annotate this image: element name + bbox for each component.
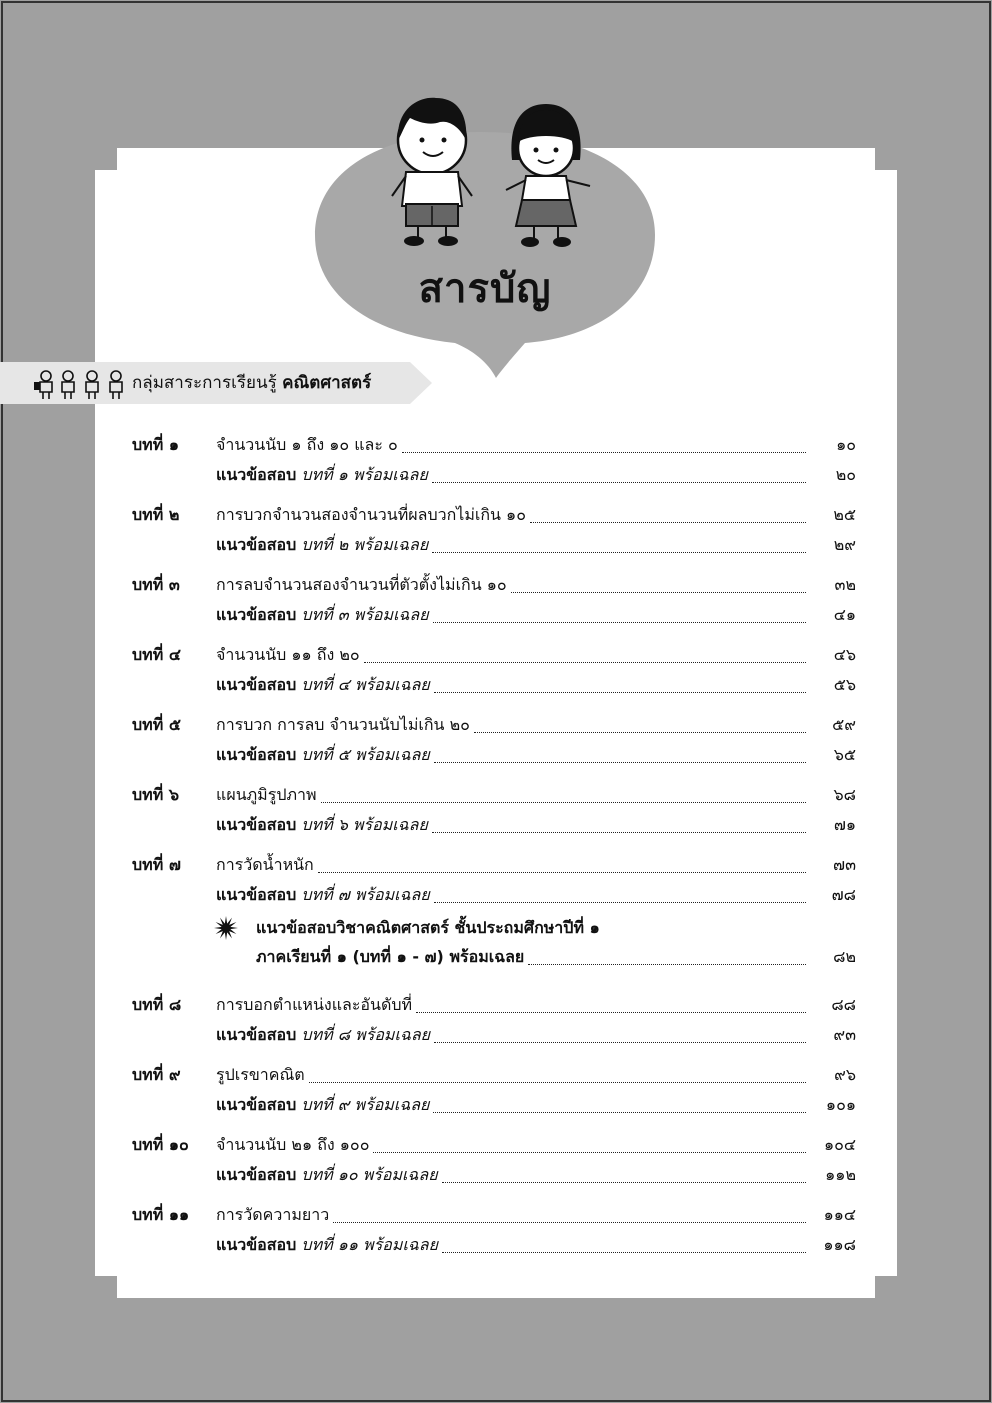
dot-leader (474, 731, 806, 733)
dot-leader (432, 481, 806, 483)
entry-title (216, 573, 507, 598)
chapter-number: บทที่ ๑ (132, 435, 179, 454)
toc-entry (216, 1133, 856, 1158)
exercise-detail: บทที่ ๗ พร้อมเฉลย (301, 885, 430, 904)
page-number: ๗๓ (833, 855, 856, 874)
entry-title (216, 673, 430, 698)
page-number: ๒๕ (833, 505, 856, 524)
chapter-number: บทที่ ๖ (132, 785, 179, 804)
dot-leader (321, 801, 806, 803)
entry-title (216, 533, 428, 558)
toc-row[interactable] (132, 640, 856, 668)
chapter-number: บทที่ ๑๑ (132, 1205, 190, 1224)
chapter-number: บทที่ ๓ (132, 575, 180, 594)
toc-entry (216, 533, 856, 558)
page-number: ๔๑ (833, 605, 856, 624)
entry-title (216, 433, 398, 458)
toc-entry (216, 993, 856, 1018)
toc-row[interactable] (132, 600, 856, 628)
chapter-number: บทที่ ๑๐ (132, 1135, 189, 1154)
page-number: ๙๖ (834, 1065, 856, 1084)
exercise-detail: บทที่ ๑ พร้อมเฉลย (301, 465, 428, 484)
toc-row[interactable] (132, 1090, 856, 1118)
exercise-label: แนวข้อสอบ (216, 535, 297, 554)
toc-row[interactable] (132, 880, 856, 908)
dot-leader (434, 1041, 806, 1043)
dot-leader (442, 1181, 806, 1183)
entry-title (216, 743, 430, 768)
toc-row[interactable] (132, 1230, 856, 1258)
exercise-detail: บทที่ ๔ พร้อมเฉลย (301, 675, 430, 694)
page-number: ๓๒ (834, 575, 856, 594)
toc-row[interactable] (132, 810, 856, 838)
chapter-number: บทที่ ๗ (132, 855, 181, 874)
chapter-title: จำนวนนับ ๑๑ ถึง ๒๐ (216, 645, 360, 664)
toc-row[interactable] (132, 1020, 856, 1048)
toc-entry (216, 603, 856, 628)
toc-entry (216, 1233, 856, 1258)
page-number: ๕๖ (833, 675, 856, 694)
dot-leader (309, 1081, 806, 1083)
toc-entry (216, 673, 856, 698)
entry-title (216, 1233, 438, 1258)
page-number: ๒๙ (833, 535, 856, 554)
entry-title (216, 1163, 438, 1188)
exercise-label: แนวข้อสอบ (216, 1025, 297, 1044)
entry-title (216, 853, 314, 878)
exercise-label: แนวข้อสอบ (216, 1235, 297, 1254)
chapter-title: การบวกจำนวนสองจำนวนที่ผลบวกไม่เกิน ๑๐ (216, 505, 526, 524)
dot-leader (318, 871, 806, 873)
exercise-label: แนวข้อสอบ (216, 1095, 297, 1114)
toc-entry (216, 783, 856, 808)
toc-row[interactable] (132, 530, 856, 558)
entry-title (216, 463, 428, 488)
dot-leader (416, 1011, 806, 1013)
dot-leader (432, 831, 806, 833)
toc-entry (256, 945, 856, 970)
dot-leader (402, 451, 806, 453)
chapter-title: รูปเรขาคณิต (216, 1065, 305, 1084)
entry-title (216, 643, 360, 668)
toc-row[interactable] (132, 990, 856, 1018)
dot-leader (434, 901, 806, 903)
exercise-label: แนวข้อสอบ (216, 745, 297, 764)
entry-title (216, 1023, 430, 1048)
toc-entry (216, 1023, 856, 1048)
dot-leader (364, 661, 806, 663)
chapter-title: การวัดน้ำหนัก (216, 855, 314, 874)
dot-leader (528, 963, 806, 965)
dot-leader (511, 591, 806, 593)
toc-entry (216, 573, 856, 598)
special-exam-title: แนวข้อสอบวิชาคณิตศาสตร์ ชั้นประถมศึกษาปีที่ ๑ (256, 918, 600, 937)
toc-row[interactable] (132, 500, 856, 528)
toc-row[interactable] (132, 942, 856, 970)
toc-entry (216, 743, 856, 768)
dot-leader (434, 691, 806, 693)
exercise-label: แนวข้อสอบ (216, 815, 297, 834)
chapter-title: จำนวนนับ ๒๑ ถึง ๑๐๐ (216, 1135, 370, 1154)
entry-title (216, 883, 430, 908)
toc-row[interactable] (132, 1060, 856, 1088)
exercise-label: แนวข้อสอบ (216, 1165, 297, 1184)
toc-entry (216, 503, 856, 528)
dot-leader (433, 1111, 806, 1113)
page-number: ๗๑ (833, 815, 856, 834)
page-number: ๒๐ (835, 465, 856, 484)
toc-entry (216, 1203, 856, 1228)
dot-leader (333, 1221, 806, 1223)
toc-entry (216, 883, 856, 908)
exercise-detail: บทที่ ๑๑ พร้อมเฉลย (301, 1235, 438, 1254)
toc-row[interactable] (132, 1130, 856, 1158)
page-number: ๑๐๔ (823, 1135, 856, 1154)
dot-leader (432, 551, 806, 553)
entry-title (216, 1093, 429, 1118)
dot-leader (434, 761, 806, 763)
chapter-number: บทที่ ๕ (132, 715, 181, 734)
chapter-number: บทที่ ๔ (132, 645, 181, 664)
page-number: ๗๘ (831, 885, 856, 904)
page-number: ๑๑๘ (823, 1235, 856, 1254)
toc-row[interactable] (132, 710, 856, 738)
page-number: ๑๑๒ (825, 1165, 856, 1184)
chapter-title: การวัดความยาว (216, 1205, 330, 1224)
exercise-detail: บทที่ ๕ พร้อมเฉลย (301, 745, 430, 764)
entry-title (216, 783, 317, 808)
page-number: ๙๓ (833, 1025, 856, 1044)
exercise-detail: บทที่ ๑๐ พร้อมเฉลย (301, 1165, 438, 1184)
toc-entry (216, 713, 856, 738)
chapter-title: แผนภูมิรูปภาพ (216, 785, 317, 804)
entry-title (216, 1203, 329, 1228)
page-number: ๑๐๑ (825, 1095, 856, 1114)
chapter-number: บทที่ ๒ (132, 505, 180, 524)
exercise-detail: บทที่ ๙ พร้อมเฉลย (301, 1095, 430, 1114)
toc-entry (216, 853, 856, 878)
page-number: ๔๖ (833, 645, 856, 664)
toc-entry (216, 643, 856, 668)
entry-title (216, 503, 526, 528)
entry-title (216, 713, 470, 738)
page-number: ๖๕ (833, 745, 856, 764)
special-exam-subtitle: ภาคเรียนที่ ๑ (บทที่ ๑ - ๗) พร้อมเฉลย (256, 947, 525, 966)
dot-leader (373, 1151, 806, 1153)
exercise-label: แนวข้อสอบ (216, 675, 297, 694)
chapter-title: การลบจำนวนสองจำนวนที่ตัวตั้งไม่เกิน ๑๐ (216, 575, 507, 594)
toc-entry (216, 1093, 856, 1118)
starburst-icon (214, 916, 238, 940)
entry-title (216, 1063, 305, 1088)
chapter-number: บทที่ ๘ (132, 995, 182, 1014)
page-number: ๖๘ (833, 785, 856, 804)
toc-row[interactable] (132, 1200, 856, 1228)
toc-row[interactable] (132, 670, 856, 698)
page-number: ๘๘ (831, 995, 856, 1014)
page-number: ๕๙ (832, 715, 856, 734)
page-title: สารบัญ (418, 266, 552, 312)
subject-name: คณิตศาสตร์ (282, 373, 372, 393)
subject-prefix: กลุ่มสาระการเรียนรู้ (132, 373, 277, 393)
exercise-label: แนวข้อสอบ (216, 605, 297, 624)
exercise-label: แนวข้อสอบ (216, 465, 297, 484)
entry-title (216, 1133, 369, 1158)
exercise-detail: บทที่ ๖ พร้อมเฉลย (301, 815, 428, 834)
exercise-detail: บทที่ ๒ พร้อมเฉลย (301, 535, 429, 554)
dot-leader (433, 621, 806, 623)
dot-leader (530, 521, 806, 523)
toc-entry (216, 433, 856, 458)
chapter-title: การบอกตำแหน่งและอันดับที่ (216, 995, 413, 1014)
chapter-title: การบวก การลบ จำนวนนับไม่เกิน ๒๐ (216, 715, 470, 734)
toc-row[interactable] (132, 570, 856, 598)
toc-entry (216, 463, 856, 488)
toc-row[interactable] (132, 780, 856, 808)
entry-title (216, 993, 412, 1018)
toc-row[interactable] (132, 850, 856, 878)
toc-entry (216, 813, 856, 838)
entry-title (216, 813, 428, 838)
exercise-detail: บทที่ ๓ พร้อมเฉลย (301, 605, 429, 624)
toc-row[interactable] (132, 430, 856, 458)
exercise-label: แนวข้อสอบ (216, 885, 297, 904)
page-number: ๑๑๔ (823, 1205, 856, 1224)
entry-title (216, 603, 429, 628)
toc-row[interactable] (132, 740, 856, 768)
subject-banner-text (132, 362, 371, 404)
chapter-number: บทที่ ๙ (132, 1065, 181, 1084)
toc-row[interactable] (132, 460, 856, 488)
toc-row[interactable] (132, 1160, 856, 1188)
chapter-title: จำนวนนับ ๑ ถึง ๑๐ และ ๐ (216, 435, 398, 454)
toc-entry (216, 1163, 856, 1188)
page-number: ๘๒ (833, 947, 856, 966)
banner-kids-icon (34, 368, 130, 400)
exercise-detail: บทที่ ๘ พร้อมเฉลย (301, 1025, 431, 1044)
toc-entry (216, 1063, 856, 1088)
page-number: ๑๐ (836, 435, 856, 454)
dot-leader (442, 1251, 806, 1253)
